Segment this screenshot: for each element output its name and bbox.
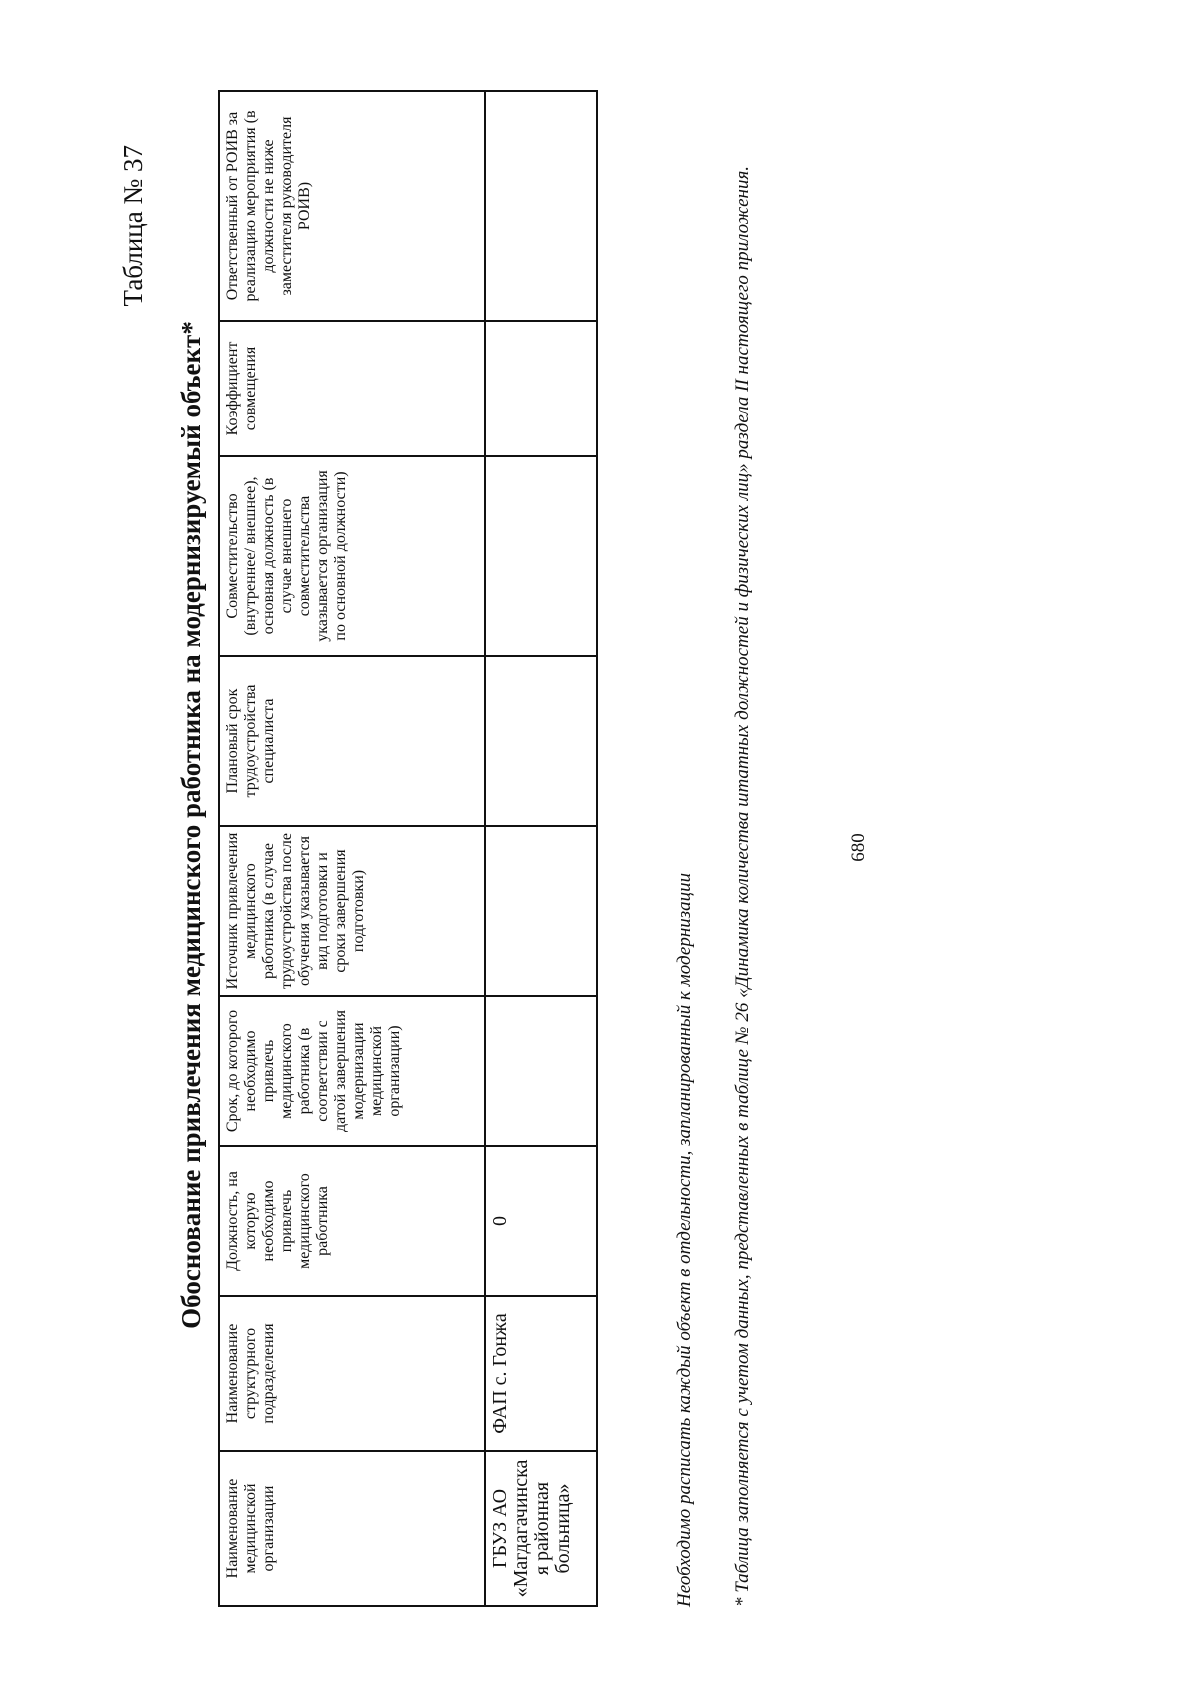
header-cell-planned-date: Плановый срок трудоустройства специалиста <box>219 656 485 826</box>
cell-source <box>485 826 597 996</box>
header-cell-combination: Совместительство (внутреннее/ внешнее), основная должность (в случае внешнего совместительства указывается организация по основной должности) <box>219 456 485 656</box>
cell-org-name: ГБУЗ АО «Магдагачинская районная больница» <box>485 1451 597 1606</box>
cell-subdivision: ФАП с. Гонжа <box>485 1296 597 1451</box>
header-cell-subdivision: Наименование структурного подразделения <box>219 1296 485 1451</box>
header-cell-responsible: Ответственный от РОИВ за реализацию мероприятия (в должности не ниже заместителя руководителя РОИВ) <box>219 91 485 321</box>
cell-coefficient <box>485 321 597 456</box>
cell-planned-date <box>485 656 597 826</box>
header-cell-org-name: Наименование медицинской организации <box>219 1451 485 1606</box>
justification-table <box>218 90 598 1607</box>
table-header-row <box>219 91 485 1606</box>
table-number: Таблица № 37 <box>118 145 148 307</box>
page-number: 680 <box>848 833 869 862</box>
header-cell-position: Должность, на которую необходимо привлечь медицинского работника <box>219 1146 485 1296</box>
cell-deadline <box>485 996 597 1146</box>
cell-responsible <box>485 91 597 321</box>
table-row <box>485 91 597 1606</box>
cell-position: 0 <box>485 1146 597 1296</box>
header-cell-deadline: Срок, до которого необходимо привлечь медицинского работника (в соответствии с датой завершения модернизации медицинской организации) <box>219 996 485 1146</box>
asterisk-footnote: * Таблица заполняется с учетом данных, представленных в таблице № 26 «Динамика количества штатных должностей и физических лиц» раздела II настоящего приложения. <box>732 165 753 1607</box>
note-text: Необходимо расписать каждый объект в отдельности, запланированный к модернизации <box>674 872 695 1607</box>
header-cell-source: Источник привлечения медицинского работника (в случае трудоустройства после обучения указывается вид подготовки и сроки завершения подготовки) <box>219 826 485 996</box>
document-title: Обоснование привлечения медицинского работника на модернизируемый объект* <box>176 321 206 1329</box>
cell-combination <box>485 456 597 656</box>
header-cell-coefficient: Коэффициент совмещения <box>219 321 485 456</box>
